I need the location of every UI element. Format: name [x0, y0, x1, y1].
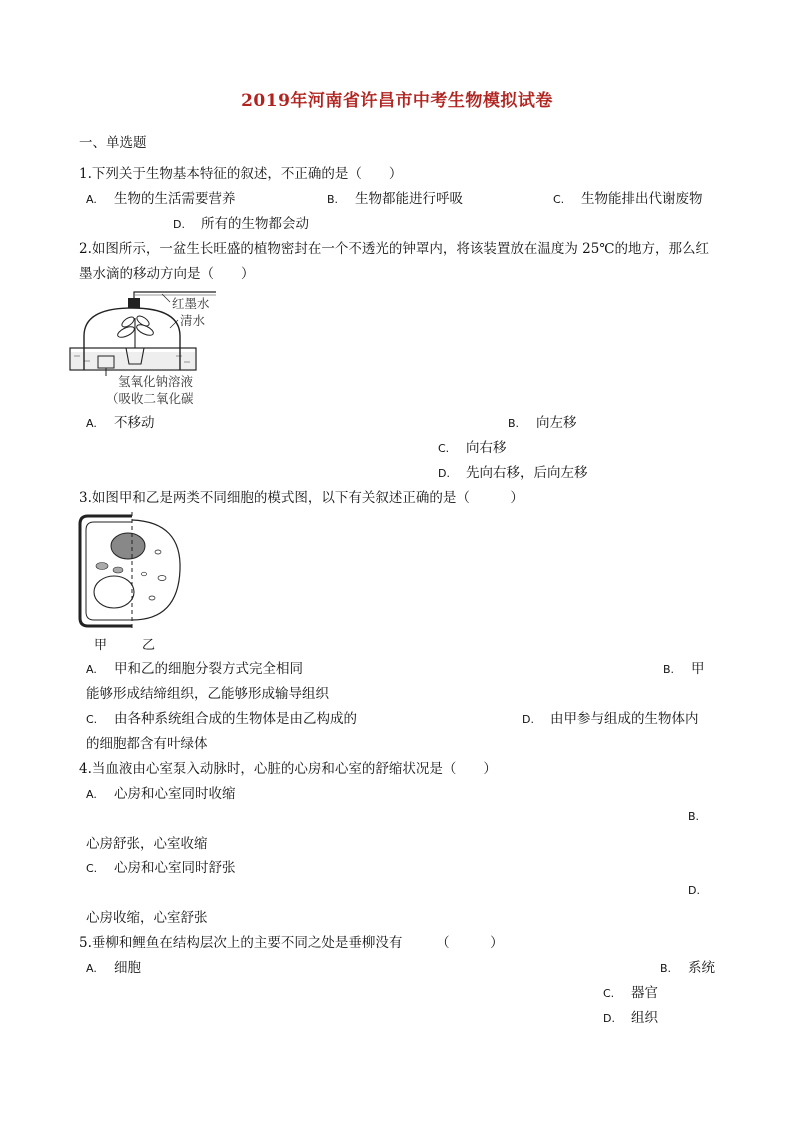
q2-option-b[interactable]: B. 向左移: [508, 415, 577, 431]
q3-option-c[interactable]: C. 由各种系统组合成的生物体是由乙构成的: [86, 711, 357, 727]
q3-option-b[interactable]: B. 甲: [663, 661, 705, 677]
figure-label-jia: 甲: [94, 638, 108, 653]
figure-label-absorb-co2: （吸收二氧化碳: [106, 391, 194, 406]
figure-label-naoh: 氢氧化钠溶液: [118, 374, 194, 389]
q5-option-a[interactable]: A. 细胞: [86, 960, 141, 976]
question-4-stem: 4.当血液由心室泵入动脉时，心脏的心房和心室的舒缩状况是（ ）: [79, 761, 497, 777]
q4-option-a[interactable]: A. 心房和心室同时收缩: [86, 786, 236, 802]
q4-option-d-letter[interactable]: D.: [688, 884, 700, 897]
question-2-stem-line1: 2.如图所示，一盆生长旺盛的植物密封在一个不透光的钟罩内，将该装置放在温度为 25℃的地方，那么红: [79, 241, 709, 257]
q2-option-a[interactable]: A. 不移动: [86, 415, 155, 431]
q1-option-a[interactable]: A. 生物的生活需要营养: [86, 191, 236, 207]
q2-option-d[interactable]: D. 先向右移，后向左移: [438, 465, 588, 481]
q5-option-d[interactable]: D. 组织: [603, 1010, 658, 1026]
q3-option-b-continued: 能够形成结缔组织，乙能够形成输导组织: [86, 686, 329, 702]
q5-option-b[interactable]: B. 系统: [660, 960, 715, 976]
q4-option-b: 心房舒张，心室收缩: [86, 836, 208, 852]
q4-option-d: 心房收缩，心室舒张: [86, 910, 208, 926]
question-3-stem: 3.如图甲和乙是两类不同细胞的模式图，以下有关叙述正确的是（ ）: [79, 490, 524, 506]
figure-label-water: 清水: [180, 313, 206, 328]
page-title: 2019年河南省许昌市中考生物模拟试卷: [241, 91, 553, 111]
figure-label-red-ink: 红墨水: [172, 296, 210, 311]
figure-label-yi: 乙: [142, 638, 156, 653]
question-1-stem: 1.下列关于生物基本特征的叙述，不正确的是（ ）: [79, 166, 403, 182]
q1-option-c[interactable]: C. 生物能排出代谢废物: [553, 191, 703, 207]
q1-option-b[interactable]: B. 生物都能进行呼吸: [327, 191, 463, 207]
q4-option-c[interactable]: C. 心房和心室同时舒张: [86, 860, 236, 876]
question-2-stem-line2: 墨水滴的移动方向是（ ）: [79, 266, 255, 282]
cell-comparison-figure: [72, 512, 192, 630]
q3-option-d-continued: 的细胞都含有叶绿体: [86, 736, 208, 752]
q3-option-d[interactable]: D. 由甲参与组成的生物体内: [522, 711, 699, 727]
q4-option-b-letter[interactable]: B.: [688, 810, 700, 823]
q2-option-c[interactable]: C. 向右移: [438, 440, 507, 456]
q5-option-c[interactable]: C. 器官: [603, 985, 658, 1001]
section-heading: 一、单选题: [79, 135, 147, 151]
q1-option-d[interactable]: D. 所有的生物都会动: [173, 216, 309, 232]
question-5-stem: 5.垂柳和鲤鱼在结构层次上的主要不同之处是垂柳没有 （ ）: [79, 935, 504, 951]
q3-option-a[interactable]: A. 甲和乙的细胞分裂方式完全相同: [86, 661, 303, 677]
